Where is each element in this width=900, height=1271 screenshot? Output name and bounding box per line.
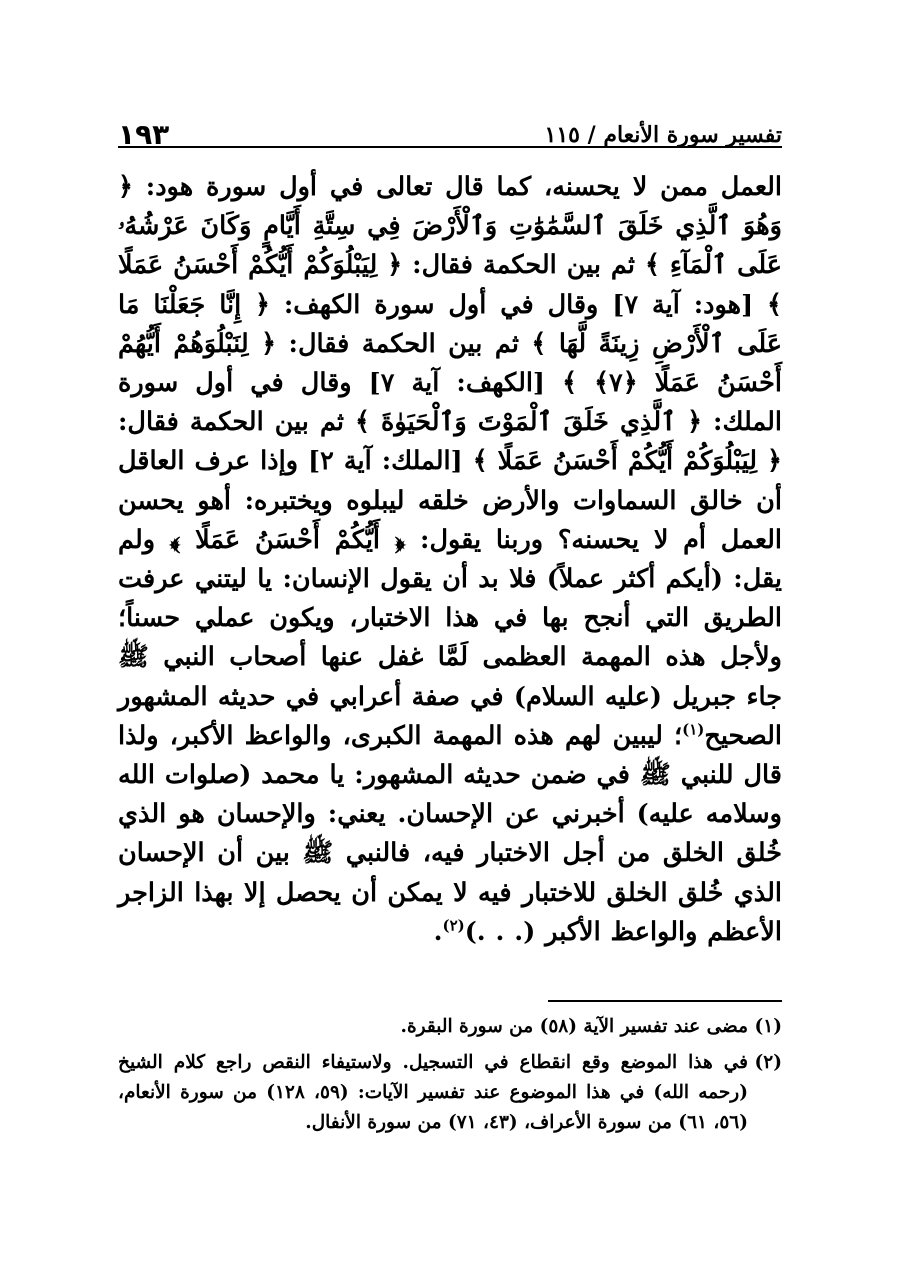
main-paragraph bbox=[118, 168, 782, 952]
footnote-number: (١) bbox=[754, 1016, 782, 1037]
page-header bbox=[118, 100, 782, 150]
page-number: ١٩٣ bbox=[118, 118, 170, 151]
footnote bbox=[118, 1048, 782, 1138]
header-divider bbox=[118, 146, 782, 148]
main-text-part-1: العمل ممن لا يحسنه، كما قال تعالى في أول سورة هود: ﴿ وَهُوَ ٱلَّذِي خَلَقَ ٱلسَّمَٰوَٰتِ وَٱلْأَرْضَ فِي سِتَّةِ أَيَّامٍ وَكَانَ عَرْشُهُۥ عَلَى ٱلْمَآءِ ﴾ ثم بين الحكمة فقال: ﴿ لِيَبْلُوَكُمْ أَيُّكُمْ أَحْسَنُ عَمَلًا ﴾ [هود: آية ٧] وقال في أول سورة الكهف: ﴿ إِنَّا جَعَلْنَا مَا عَلَى ٱلْأَرْضِ زِينَةً لَّهَا ﴾ ثم بين الحكمة فقال: ﴿ لِنَبْلُوَهُمْ أَيُّهُمْ أَحْسَنُ عَمَلًا ﴿٧﴾ ﴾ [الكهف: آية ٧] وقال في أول سورة الملك: ﴿ ٱلَّذِي خَلَقَ ٱلْمَوْتَ وَٱلْحَيَوٰةَ ﴾ ثم بين الحكمة فقال: ﴿ لِيَبْلُوَكُمْ أَيُّكُمْ أَحْسَنُ عَمَلًا ﴾ [الملك: آية ٢] وإذا عرف العاقل أن خالق السماوات والأرض خلقه ليبلوه ويختبره: أهو يحسن العمل أم لا يحسنه؟ وربنا يقول: ﴿ أَيُّكُمْ أَحْسَنُ عَمَلًا ﴾ ولم يقل: (أيكم أكثر عملاً) فلا بد أن يقول الإنسان: يا ليتني عرفت الطريق التي أنجح بها في هذا الاختبار، ويكون عملي حسناً؛ ولأجل هذه المهمة العظمى لَمَّا غفل عنها أصحاب النبي ﷺ جاء جبريل (عليه السلام) في صفة أعرابي في حديثه المشهور الصحيح bbox=[118, 172, 782, 751]
footnote-text: مضى عند تفسير الآية (٥٨) من سورة البقرة. bbox=[400, 1016, 748, 1037]
footnote bbox=[118, 1012, 782, 1042]
footnote-divider bbox=[548, 1000, 782, 1002]
footnote-text: في هذا الموضع وقع انقطاع في التسجيل. ولاستيفاء النقص راجع كلام الشيخ (رحمه الله) في هذا الموضوع عند تفسير الآيات: (٥٩، ١٢٨) من سورة الأنعام، (٥٦، ٦١) من سورة الأعراف، (٤٣، ٧١) من سورة الأنفال. bbox=[118, 1052, 748, 1133]
running-title: تفسير سورة الأنعام / ١١٥ bbox=[544, 122, 782, 148]
footnote-ref-1: (١) bbox=[682, 720, 705, 739]
footnote-ref-2: (٢) bbox=[442, 916, 465, 935]
main-text bbox=[118, 168, 782, 952]
main-text-part-2: ؛ ليبين لهم هذه المهمة الكبرى، والواعظ الأكبر، ولذا قال للنبي ﷺ في ضمن حديثه المشهور: يا محمد (صلوات الله وسلامه عليه) أخبرني عن الإحسان. يعني: والإحسان هو الذي خُلق الخلق من أجل الاختبار فيه، فالنبي ﷺ بين أن الإحسان الذي خُلق الخلق للاختبار فيه لا يمكن أن يحصل إلا بهذا الزاجر الأعظم والواعظ الأكبر (. . .) bbox=[118, 720, 782, 947]
main-text-part-3: . bbox=[433, 916, 443, 947]
footnotes bbox=[118, 1012, 782, 1144]
footnote-number: (٢) bbox=[754, 1052, 782, 1073]
